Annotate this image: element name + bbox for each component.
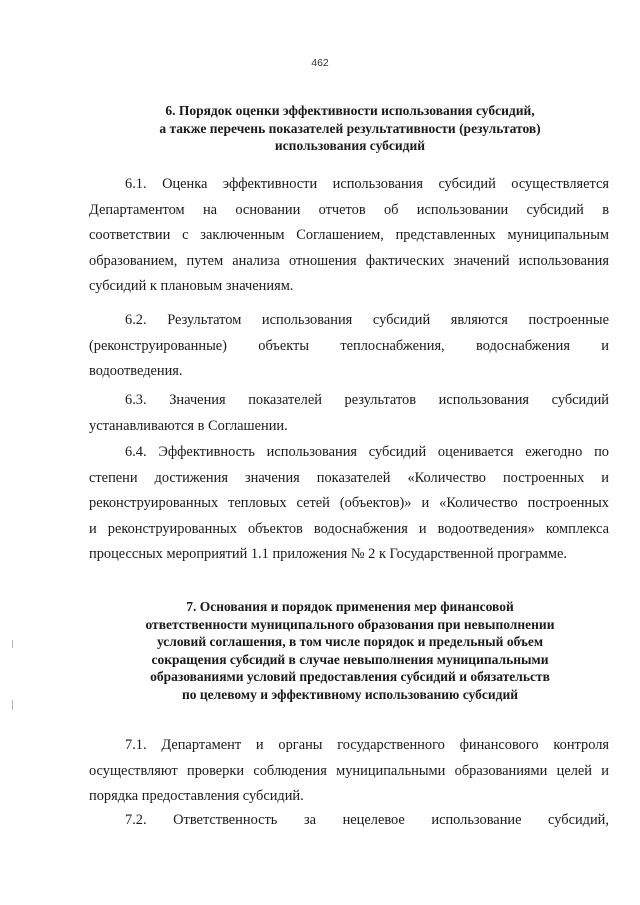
section-6-heading: [100, 102, 600, 155]
paragraph-line: образованием, путем анализа отношения фактических значений использования: [89, 252, 609, 269]
paragraph-6-1: [89, 172, 609, 300]
paragraph-line: 6.3. Значения показателей результатов использования субсидий: [125, 392, 609, 408]
paragraph-line: процессных мероприятий 1.1 приложения № 2 к Государственной программе.: [89, 546, 567, 563]
paragraph-line: 7.1. Департамент и органы государственного финансового контроля: [125, 737, 609, 753]
section-7-heading: [100, 598, 600, 703]
paragraph-line: водоотведения.: [89, 363, 183, 380]
heading-line: использования субсидий: [274, 138, 426, 153]
heading-line: по целевому и эффективному использованию субсидий: [181, 686, 519, 702]
heading-line: ответственности муниципального образования при невыполнении: [145, 616, 555, 632]
scan-margin-mark: [12, 700, 13, 710]
paragraph-6-4: [89, 440, 609, 568]
heading-line: образованиями условий предоставления субсидий и обязательств: [150, 669, 550, 684]
paragraph-line: и реконструированных объектов водоснабжения и водоотведения» комплекса: [89, 520, 609, 537]
scan-margin-mark: [12, 640, 13, 648]
paragraph-line: степени достижения значения показателей «Количество построенных и: [89, 469, 609, 486]
paragraph-6-2: [89, 308, 609, 385]
paragraph-line: соответствии с заключенным Соглашением, представленных муниципальным: [89, 227, 609, 244]
paragraph-line: Департаментом на основании отчетов об использовании субсидий в: [89, 201, 609, 218]
paragraph-line: (реконструированные) объекты теплоснабжения, водоснабжения и: [89, 337, 609, 354]
heading-line: 7. Основания и порядок применения мер финансовой: [186, 599, 514, 614]
paragraph-7-2: [89, 808, 609, 834]
heading-line: 6. Порядок оценки эффективности использования субсидий,: [165, 103, 535, 118]
page-number: 462: [311, 57, 329, 69]
paragraph-line: 7.2. Ответственность за нецелевое использование субсидий,: [125, 812, 609, 828]
paragraph-line: 6.2. Результатом использования субсидий являются построенные: [125, 312, 609, 328]
paragraph-line: порядка предоставления субсидий.: [89, 788, 304, 805]
heading-line: сокращения субсидий в случае невыполнения муниципальными: [151, 651, 549, 667]
paragraph-line: субсидий к плановым значениям.: [89, 278, 294, 295]
heading-line: условий соглашения, в том числе порядок и предельный объем: [156, 634, 544, 649]
paragraph-line: реконструированных тепловых сетей (объектов)» и «Количество построенных: [89, 495, 609, 512]
heading-line: а также перечень показателей результативности (результатов): [159, 120, 541, 136]
paragraph-7-1: [89, 733, 609, 810]
paragraph-line: устанавливаются в Соглашении.: [89, 417, 288, 434]
paragraph-6-3: [89, 388, 609, 439]
paragraph-line: осуществляют проверки соблюдения муниципальными образованиями целей и: [89, 762, 609, 779]
paragraph-line: 6.1. Оценка эффективности использования субсидий осуществляется: [125, 176, 609, 192]
paragraph-line: 6.4. Эффективность использования субсидий оценивается ежегодно по: [125, 444, 609, 460]
